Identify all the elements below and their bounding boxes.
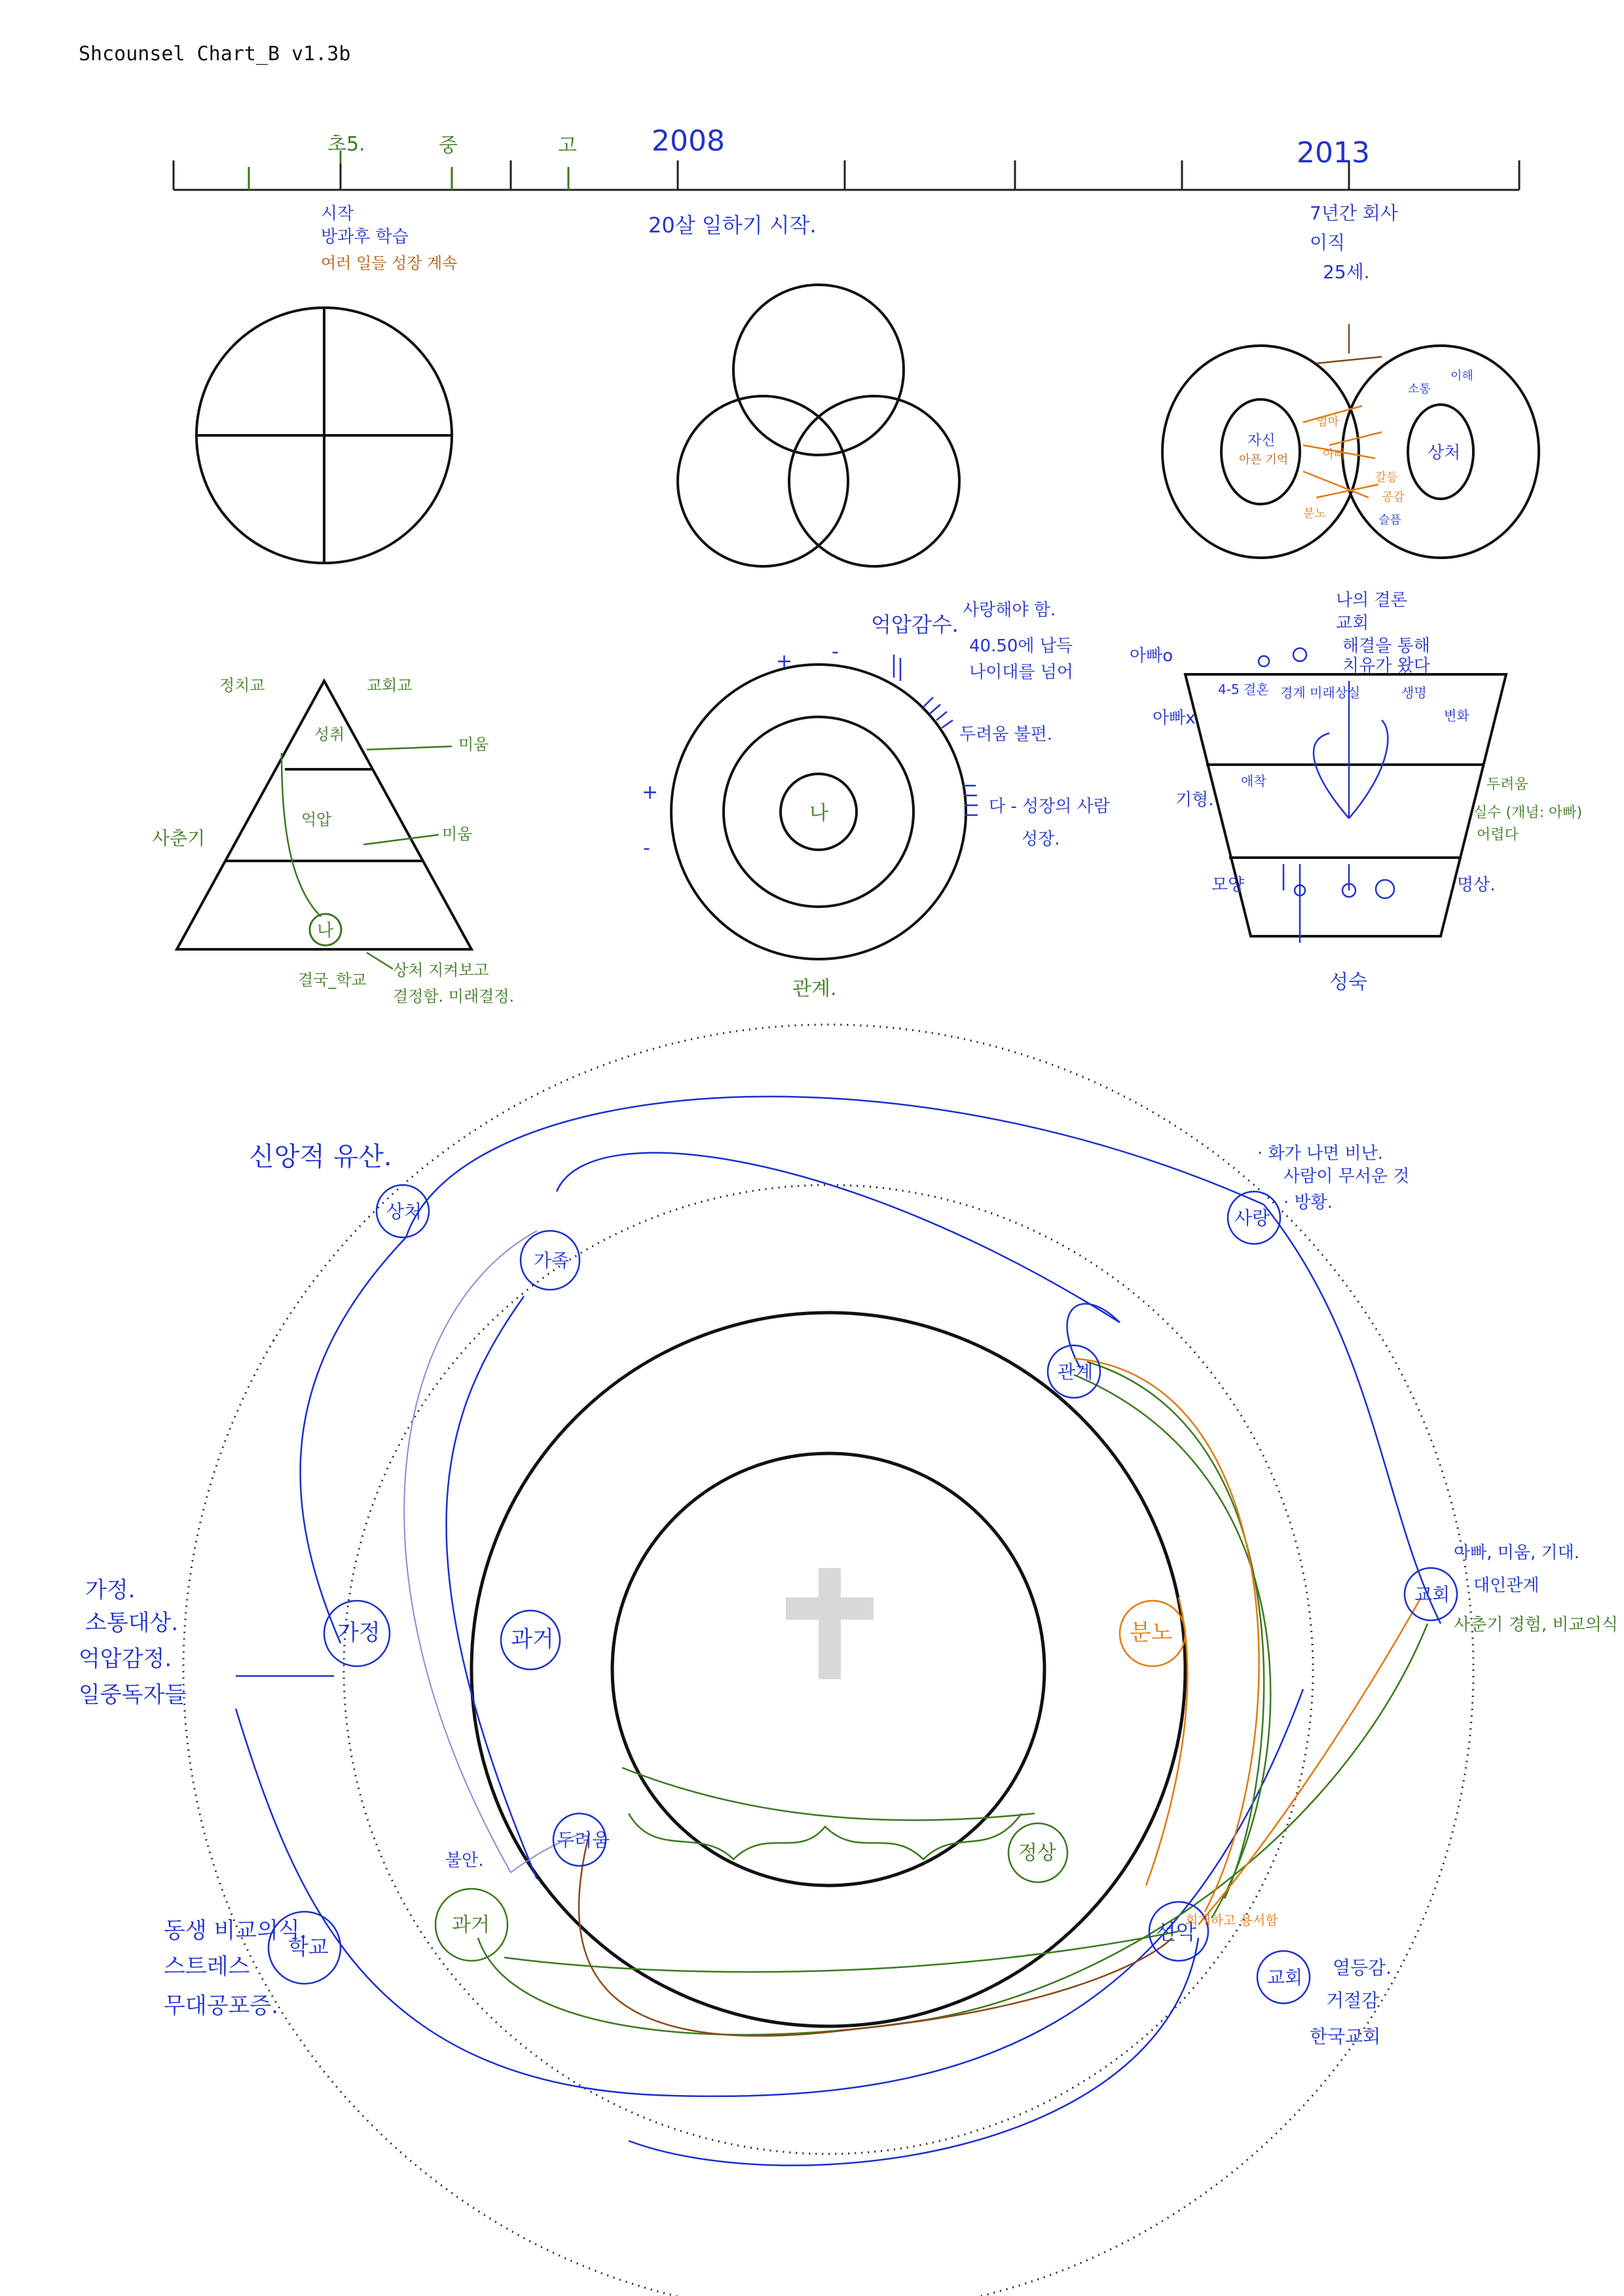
node-school: 학교 — [288, 1935, 329, 1959]
funnel-inner-2: 경계 미래상실 — [1280, 685, 1361, 701]
node-family-left: 가정 — [337, 1620, 380, 1646]
bottom-right-note-1: 열등감. — [1333, 1957, 1392, 1978]
other-label: 상처 — [1428, 443, 1461, 463]
funnel-inner-1: 4-5 결혼 — [1218, 682, 1269, 697]
rings-minus-left: - — [643, 837, 650, 860]
timeline-note-2013-3: 25세. — [1323, 261, 1370, 283]
venn-diagram — [678, 285, 959, 566]
left-note-1-c: 억압감정. — [79, 1646, 172, 1672]
two-person-label-2: 이해 — [1450, 369, 1473, 383]
left-note-2-c: 무대공포증. — [164, 1993, 279, 2019]
rings-center: 나 — [809, 802, 828, 825]
node-church-right: 교회 — [1414, 1584, 1450, 1605]
rings-right-note-2: 40.50에 납득 — [969, 636, 1073, 656]
timeline-label-middle: 중 — [439, 134, 458, 157]
rings-top-note: 억압감수. — [871, 612, 959, 637]
funnel-inner-5: 변화 — [1444, 708, 1469, 723]
bottom-right-note-2: 거절감 — [1326, 1990, 1380, 2011]
pyramid-arrow-label-1: 미움 — [458, 735, 489, 754]
right-note-4: 불안. — [445, 1851, 484, 1870]
node-past-school: 과거 — [452, 1914, 490, 1937]
funnel-right-note-2: 실수 (개념: 아빠) — [1473, 805, 1583, 821]
big-diagram-brown-paths — [579, 1833, 1172, 2036]
two-person-label-4: 아빠 — [1323, 448, 1346, 462]
self-label: 자신 — [1247, 433, 1276, 449]
timeline-note-2013-1: 7년간 회사 — [1310, 202, 1398, 224]
timeline-note-school-3: 여러 일들 성장 계속 — [321, 254, 458, 272]
pyramid-left-label: 사춘기 — [152, 828, 206, 849]
node-good-evil: 선악 — [1156, 1920, 1196, 1944]
rings-right-note-1: 사랑해야 함. — [963, 600, 1056, 620]
timeline-note-school-2: 방과후 학습 — [321, 227, 409, 247]
node-normal: 정상 — [1018, 1842, 1056, 1865]
two-person-label-6: 공감 — [1382, 490, 1405, 504]
left-note-1-b: 소통대상. — [85, 1610, 179, 1636]
left-note-2-b: 스트레스 — [164, 1954, 250, 1980]
pyramid-tier-middle: 억압 — [301, 811, 332, 829]
node-past: 과거 — [511, 1626, 554, 1652]
pyramid-self-label: 나 — [317, 921, 334, 941]
cross-icon — [786, 1568, 874, 1679]
funnel-top-note-2: 교회 — [1336, 613, 1369, 633]
pyramid-bottom-3: 결정함. 미래결정. — [393, 987, 515, 1006]
two-person-label-8: 슬픔 — [1378, 513, 1401, 527]
rings-right-note-3: 나이대를 넘어 — [969, 663, 1073, 682]
node-relation: 관계 — [1058, 1361, 1094, 1383]
node-fear: 두려움 — [557, 1829, 610, 1851]
funnel-left-label-2: 아빠x — [1153, 708, 1196, 728]
two-person-diagram — [1162, 346, 1539, 558]
timeline-note-2008: 20살 일하기 시작. — [648, 213, 817, 238]
left-note-1-a: 가정. — [85, 1577, 136, 1603]
funnel-top-note-3: 해결을 통해 — [1342, 636, 1430, 656]
right-note-2: 대인관계 — [1473, 1576, 1540, 1595]
rings-bottom-note-2: 성장. — [1022, 829, 1060, 849]
funnel-left-label-3: 기형. — [1175, 790, 1214, 810]
top-right-note-1: · 화가 나면 비난. — [1257, 1144, 1384, 1163]
two-person-label-5: 갈등 — [1375, 471, 1398, 484]
pyramid-arrows — [282, 746, 452, 969]
timeline-note-2013-2: 이직 — [1310, 232, 1346, 253]
left-note-2-a: 동생 비교의식. — [164, 1918, 307, 1944]
big-diagram-node-circles — [268, 1185, 1457, 2003]
funnel-top-note-1: 나의 결론 — [1336, 591, 1407, 610]
pyramid-top-left: 정치교 — [219, 676, 265, 695]
timeline-note-school-1: 시작 — [321, 204, 354, 224]
left-note-1-d: 일중독자들 — [79, 1682, 187, 1708]
funnel-right-note-3: 어렵다 — [1477, 827, 1519, 843]
top-right-note-3: · 방황. — [1283, 1193, 1333, 1212]
rings-minus-top: - — [832, 640, 839, 663]
pyramid-tier-top: 성취 — [314, 725, 345, 744]
right-note-3: 사춘기 경험, 비교의식 — [1454, 1615, 1618, 1635]
rings-bottom-note-1: 다 - 성장의 사람 — [989, 797, 1110, 816]
pyramid-arrow-label-2: 미움 — [442, 825, 473, 843]
funnel-left-label-4: 모양 — [1211, 875, 1245, 895]
big-diagram-lavender-paths — [404, 1231, 583, 1872]
top-right-note-2: 사람이 무서운 것 — [1283, 1167, 1410, 1186]
node-love: 사랑 — [1234, 1207, 1270, 1229]
rings-caption: 관계. — [792, 977, 837, 1000]
repent-forgive-note: 회개하고 용서함 — [1185, 1912, 1278, 1928]
chart-title: Shcounsel Chart_B v1.3b — [79, 43, 351, 65]
bottom-right-note-3: 한국교회 — [1310, 2026, 1381, 2047]
node-hurt: 상처 — [386, 1201, 422, 1222]
funnel-right-label: 명상. — [1457, 875, 1496, 895]
node-anger: 분노 — [1130, 1620, 1173, 1646]
funnel-caption: 성숙 — [1329, 971, 1367, 994]
right-note-1: 아빠, 미움, 기대. — [1454, 1543, 1580, 1563]
pyramid-top-right: 교회교 — [367, 676, 413, 695]
funnel-inner-4: 생명 — [1401, 685, 1427, 701]
funnel-top-note-4: 치유가 왔다 — [1342, 656, 1430, 676]
timeline-label-high: 고 — [558, 134, 577, 157]
two-person-label-7: 분노 — [1303, 507, 1326, 520]
big-diagram-green-paths — [478, 1362, 1428, 2035]
big-title-note: 신앙적 유산. — [249, 1142, 392, 1172]
funnel-inner-3: 애착 — [1241, 773, 1266, 789]
rings-plus-left: + — [642, 781, 659, 804]
node-church-bottom: 교회 — [1267, 1967, 1303, 1988]
timeline-year-2013: 2013 — [1297, 136, 1370, 170]
two-person-label-1: 소통 — [1408, 382, 1431, 396]
pyramid-bottom-1: 결국_학교 — [298, 971, 367, 989]
pyramid-bottom-2: 상처 지켜보고 — [393, 961, 489, 979]
rings-right-note-4: 두려움 불편. — [959, 725, 1053, 744]
node-family: 가족 — [534, 1250, 570, 1271]
timeline-year-2008: 2008 — [652, 124, 725, 158]
self-sub-label: 아픈 기억 — [1239, 453, 1289, 467]
timeline-label-elem5: 초5. — [327, 133, 365, 156]
rings-plus-top: + — [776, 650, 793, 673]
two-person-label-3: 엄마 — [1316, 415, 1339, 429]
quartered-circle — [196, 308, 452, 563]
funnel-left-label-1: 아빠o — [1130, 646, 1173, 666]
funnel-right-note-1: 두려움 — [1486, 776, 1528, 793]
